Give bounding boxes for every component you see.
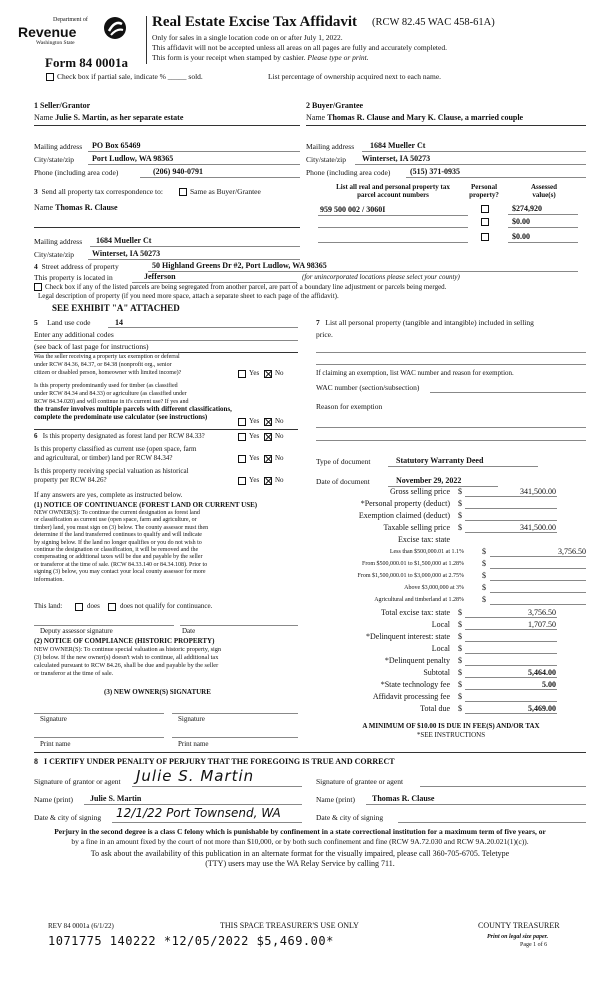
- tax-corr-mail: 1684 Mueller Ct: [96, 236, 152, 245]
- s5-q1-yes-checkbox[interactable]: [238, 370, 246, 378]
- tax-row2-label: Total due: [420, 704, 450, 713]
- tax-dollar: $: [458, 656, 462, 665]
- tax-row2-label: Local: [431, 644, 450, 653]
- wac-label: WAC number (section/subsection): [316, 383, 420, 392]
- tax-dollar: $: [458, 668, 462, 677]
- s5-num: 5: [34, 318, 38, 327]
- alt-format-line-1: To ask about the availability of this publication in an alternate format for the visually impaired, please call 360-705-6705. Teletype: [90, 849, 510, 858]
- tier-label: Above $3,000,000 at 3%: [404, 585, 464, 591]
- alt-format-line-2: (TTY) users may use the WA Relay Service by calling 711.: [205, 859, 395, 868]
- s5-q1a: Was the seller receiving a property tax exemption or deferral: [34, 354, 180, 360]
- notice-1-title: (1) NOTICE OF CONTINUANCE (FOREST LAND OR CURRENT USE): [34, 501, 258, 509]
- notice-1-line: timber) land, you must sign on (3) below. The county assessor must then: [34, 524, 209, 531]
- s1-name-label: Name: [34, 113, 54, 122]
- tax-dollar: $: [482, 595, 486, 604]
- s5-q1b: under RCW 84.36, 84.37, or 84.38 (nonprofit org., senior: [34, 361, 172, 368]
- buyer-mail: 1684 Mueller Ct: [370, 141, 426, 150]
- notice-2-line: NEW OWNER(S): To continue special valuation as historic property, sign: [34, 646, 222, 653]
- s6-q2b: and agricultural, or timber) land per RCW 84.34?: [34, 454, 173, 462]
- page-number: Page 1 of 6: [520, 942, 548, 948]
- s1-phone-label: Phone (including area code): [34, 168, 119, 177]
- does-checkbox[interactable]: [75, 603, 83, 611]
- tax-row-amt: 341,500.00: [520, 523, 556, 532]
- s6-q3-no: No: [275, 476, 284, 484]
- seller-name: Julie S. Martin, as her separate estate: [55, 113, 184, 122]
- s4-num: 4: [34, 262, 38, 271]
- excise-label: Excise tax: state: [398, 535, 450, 544]
- parcel-h1b: parcel account numbers: [357, 191, 429, 199]
- parcel-h2: Personal: [470, 183, 498, 191]
- s2-name-label: Name: [306, 113, 326, 122]
- notice-1-line: continue the designation or classification, it will be removed and the: [34, 547, 199, 554]
- tax-row-label: Taxable selling price: [383, 523, 450, 532]
- segregated-label: Check box if any of the listed parcels are being segregated from another parcel, are part of a boundary line adjustment or parcels being merged.: [45, 283, 447, 291]
- s4-label: Street address of property: [41, 262, 119, 271]
- tier-amt: 3,756.50: [558, 547, 586, 556]
- located-in-label: This property is located in: [34, 273, 113, 282]
- s3-name-label: Name: [34, 203, 54, 212]
- notice-2-line: calculated pursuant to RCW 84.26, shall be due and payable by the seller: [34, 662, 219, 669]
- legal-desc-label: Legal description of property (if you need more space, attach a separate sheet to each page of the affidavit).: [38, 292, 339, 300]
- notice-1-line: by signing below. If the land no longer qualifies or you do not wish to: [34, 539, 202, 546]
- s6-q2-no: No: [275, 454, 284, 462]
- s5-q2-no: No: [275, 417, 284, 425]
- treasurer-stamp: 1071775 140222 *12/05/2022 $5,469.00*: [48, 934, 334, 948]
- addl-codes-label: Enter any additional codes: [34, 330, 114, 339]
- property-address: 50 Highland Greens Dr #2, Port Ludlow, WA 98365: [152, 261, 327, 270]
- tax-row2-amt: 5,464.00: [528, 668, 556, 677]
- tax-dollar: $: [482, 571, 486, 580]
- rcw-ref: (RCW 82.45 WAC 458-61A): [372, 17, 495, 28]
- buyer-phone: (515) 371-0935: [410, 167, 460, 176]
- s6-q3b: property per RCW 84.26?: [34, 476, 107, 484]
- notice-1-line: information.: [34, 576, 64, 583]
- personal-property-checkbox-2[interactable]: [481, 218, 489, 226]
- tax-row2-amt: 5,469.00: [528, 704, 556, 713]
- does-not-checkbox[interactable]: [108, 603, 116, 611]
- dor-logo-icon: [103, 16, 127, 40]
- grantor-date-city: 12/1/22 Port Townsend, WA: [116, 806, 281, 820]
- tax-row2-amt: 3,756.50: [528, 608, 556, 617]
- new-owner-print-label: Print name: [40, 740, 71, 748]
- notice-2-title: (2) NOTICE OF COMPLIANCE (HISTORIC PROPERTY): [34, 637, 215, 645]
- county-treasurer: COUNTY TREASURER: [478, 921, 560, 930]
- s5-q2-yes-checkbox[interactable]: [238, 418, 246, 426]
- form-number: Form 84 0001a: [45, 55, 129, 70]
- s5-q2d: the transfer involves multiple parcels with different classifications,: [34, 405, 232, 414]
- notice-1-line: determine if the land transferred continues to qualify and will indicate: [34, 532, 202, 539]
- s8-num: 8: [34, 757, 38, 766]
- county-value: Jefferson: [144, 272, 176, 281]
- grantor-print-name: Julie S. Martin: [90, 794, 142, 803]
- s6-q2a: Is this property classified as current use (open space, farm: [34, 445, 197, 453]
- sold-label: sold.: [188, 72, 203, 81]
- header-line-3b: Please type or print.: [307, 53, 369, 62]
- sig-grantor-label: Signature of grantor or agent: [34, 777, 121, 786]
- tax-row2-label: *Delinquent interest: state: [366, 632, 450, 641]
- tax-row2-amt: 5.00: [542, 680, 556, 689]
- grantor-date-label: Date & city of signing: [34, 813, 102, 822]
- tax-corr-city: Winterset, IA 50273: [92, 249, 161, 258]
- header-line-1: Only for sales in a single location code on or after July 1, 2022.: [152, 33, 343, 42]
- this-land-label: This land:: [34, 602, 63, 610]
- tax-corr-name: Thomas R. Clause: [55, 203, 118, 212]
- revenue-logo-text: Revenue: [18, 24, 77, 40]
- grantor-signature: Julie S. Martin: [136, 767, 255, 785]
- tax-row2-label: Affidavit processing fee: [372, 692, 450, 701]
- seller-mail: PO Box 65469: [92, 141, 141, 150]
- tax-dollar: $: [458, 704, 462, 713]
- notice-1-line: or classification as current use (open space, farm and agriculture, or: [34, 517, 197, 524]
- new-owner-sig-label: Signature: [40, 715, 67, 723]
- see-back-label: (see back of last page for instructions): [34, 342, 149, 351]
- segregated-checkbox[interactable]: [34, 283, 42, 291]
- partial-blank: _____: [167, 72, 187, 81]
- tax-dollar: $: [458, 511, 462, 520]
- buyer-city: Winterset, IA 50273: [362, 154, 431, 163]
- s5-q2c: RCW 84.34.020) and will continue in it's current use? If yes and: [34, 398, 189, 405]
- tax-dollar: $: [482, 583, 486, 592]
- personal-property-checkbox-3[interactable]: [481, 233, 489, 241]
- reason-label: Reason for exemption: [316, 402, 383, 411]
- personal-property-checkbox-1[interactable]: [481, 205, 489, 213]
- tax-row2-label: *State technology fee: [380, 680, 450, 689]
- tax-dollar: $: [458, 499, 462, 508]
- s5-q1-no-checkbox[interactable]: [264, 370, 272, 378]
- s6-q1-yes: Yes: [249, 432, 260, 440]
- exemption-label: If claiming an exemption, list WAC number and reason for exemption.: [316, 369, 514, 377]
- s5-q2-yes: Yes: [249, 417, 260, 425]
- same-as-buyer-label: Same as Buyer/Grantee: [190, 187, 261, 196]
- header-line-3: This form is your receipt when stamped by cashier.: [152, 53, 306, 62]
- tax-row-amt: 341,500.00: [520, 487, 556, 496]
- s6-q3-no-checkbox[interactable]: [264, 477, 272, 485]
- partial-sale-checkbox[interactable]: [46, 73, 54, 81]
- notice-2-line: or transferor at the time of sale.: [34, 670, 114, 677]
- s7-text: List all personal property (tangible and intangible) included in selling: [325, 318, 534, 327]
- buyer-name: Thomas R. Clause and Mary K. Clause, a married couple: [327, 113, 524, 122]
- notice-1-line: NEW OWNER(S): To continue the current designation as forest land: [34, 510, 200, 516]
- perjury-line-2: by a fine in an amount fixed by the court of not more than $10,000, or by both such confinement and fine (RCW 9A.72.030 and RCW 9A.20.021(1)(c)).: [71, 837, 529, 846]
- new-owner-sig-label-2: Signature: [178, 715, 205, 723]
- tax-dollar: $: [458, 644, 462, 653]
- s7-price: price.: [316, 330, 333, 339]
- s3-city-label: City/state/zip: [34, 250, 74, 259]
- grantee-date-label: Date & city of signing: [316, 813, 384, 822]
- s6-q2-yes-checkbox[interactable]: [238, 455, 246, 463]
- s6-q1-yes-checkbox[interactable]: [238, 433, 246, 441]
- land-use-label: Land use code: [47, 318, 91, 327]
- parcel-h3b: value(s): [532, 191, 556, 199]
- tax-dollar: $: [458, 608, 462, 617]
- parcel-value-1: $274,920: [512, 204, 542, 213]
- perjury-line-1: Perjury in the second degree is a class C felony which is punishable by confinement in a state correctional institution for a maximum term of five years, or: [54, 827, 546, 836]
- notice-2-line: (3) below. If the new owner(s) doesn't wish to continue, all additional tax: [34, 654, 219, 661]
- grantor-name-label: Name (print): [34, 795, 73, 804]
- seller-city: Port Ludlow, WA 98365: [92, 154, 174, 163]
- s5-q2b: under RCW 84.34 and 84.33) or agriculture (as classified under: [34, 390, 187, 397]
- pct-note: List percentage of ownership acquired next to each name.: [268, 72, 442, 81]
- doc-type-value: Statutory Warranty Deed: [396, 456, 484, 465]
- parcel-h2b: property?: [469, 191, 499, 199]
- s6-q3a: Is this property receiving special valuation as historical: [34, 467, 189, 475]
- seller-phone: (206) 940-0791: [153, 167, 203, 176]
- s7-num: 7: [316, 318, 320, 327]
- s6-q1-no: No: [275, 432, 284, 440]
- notice-1-line: compensating or additional taxes will be due and payable by the seller: [34, 554, 203, 561]
- s6-q2-no-checkbox[interactable]: [264, 455, 272, 463]
- tax-dollar: $: [458, 692, 462, 701]
- tax-row-label: *Personal property (deduct): [360, 499, 450, 508]
- partial-label: Check box if partial sale, indicate %: [57, 72, 166, 81]
- s3-num: 3: [34, 187, 38, 196]
- s2-num: 2: [306, 101, 310, 110]
- tax-row-label: Gross selling price: [390, 487, 450, 496]
- tax-row2-label: Total excise tax: state: [381, 608, 450, 617]
- see-instructions: *SEE INSTRUCTIONS: [416, 731, 486, 739]
- s1-mail-label: Mailing address: [34, 142, 83, 151]
- s5-q1-yes: Yes: [249, 369, 260, 377]
- deputy-sig-label: Deputy assessor signature: [40, 627, 113, 635]
- legal-size-note: Print on legal size paper.: [487, 934, 549, 940]
- s3-text: Send all property tax correspondence to:: [41, 187, 163, 196]
- tax-row2-label: Local: [431, 620, 450, 629]
- tax-row-label: Exemption claimed (deduct): [358, 511, 450, 520]
- does-not-label: does not qualify for continuance.: [120, 602, 213, 610]
- tier-label: From $500,000.01 to $1,500,000 at 1.28%: [362, 561, 464, 567]
- s6-any: If any answers are yes, complete as instructed below.: [34, 491, 183, 499]
- s6-q3-yes-checkbox[interactable]: [238, 477, 246, 485]
- s5-q2-no-checkbox[interactable]: [264, 418, 272, 426]
- tax-row2-label: *Delinquent penalty: [384, 656, 450, 665]
- grantee-name-label: Name (print): [316, 795, 355, 804]
- tax-dollar: $: [482, 559, 486, 568]
- tax-row2-label: Subtotal: [423, 668, 450, 677]
- certify-title: I CERTIFY UNDER PENALTY OF PERJURY THAT THE FOREGOING IS TRUE AND CORRECT: [44, 757, 395, 766]
- sig-grantee-label: Signature of grantee or agent: [316, 777, 404, 786]
- parcel-value-3: $0.00: [512, 232, 530, 241]
- deputy-date-label: Date: [182, 627, 196, 635]
- tax-dollar: $: [458, 680, 462, 689]
- s5-q1c: citizen or disabled person, homeowner with limited income)?: [34, 369, 182, 376]
- s2-city-label: City/state/zip: [306, 155, 346, 164]
- tax-dollar: $: [458, 632, 462, 641]
- tax-row2-amt: 1,707.50: [528, 620, 556, 629]
- tier-label: Agricultural and timberland at 1.28%: [374, 597, 464, 603]
- s2-title: Buyer/Grantee: [312, 101, 364, 110]
- s6-q1: Is this property designated as forest land per RCW 84.33?: [42, 432, 205, 440]
- s1-city-label: City/state/zip: [34, 155, 74, 164]
- tier-label: From $1,500,000.01 to $3,000,000 at 2.75%: [357, 573, 464, 579]
- parcel-acct-1: 959 500 002 / 3060I: [320, 205, 386, 214]
- header-line-2: This affidavit will not be accepted unless all areas on all pages are fully and accurately completed.: [152, 43, 447, 52]
- s2-mail-label: Mailing address: [306, 142, 355, 151]
- tax-dollar: $: [458, 620, 462, 629]
- s5-q2a: Is this property predominantly used for timber (as classified: [34, 383, 178, 389]
- tier-label: Less than $500,000.01 at 1.1%: [389, 549, 464, 555]
- notice-1-line: or transferor at the time of sale. (RCW 84.33.140 or 84.34.108). Prior to: [34, 561, 208, 568]
- s1-title: Seller/Grantor: [40, 101, 91, 110]
- tax-dollar: $: [458, 523, 462, 532]
- notice-3-title: (3) NEW OWNER(S) SIGNATURE: [104, 688, 211, 696]
- exhibit-a: SEE EXHIBIT "A" ATTACHED: [52, 303, 180, 313]
- rev-number: REV 84 0001a (6/1/22): [48, 922, 114, 930]
- tax-dollar: $: [482, 547, 486, 556]
- doc-date-label: Date of document: [316, 477, 370, 486]
- s2-phone-label: Phone (including area code): [306, 168, 391, 177]
- parcel-h3: Assessed: [530, 183, 558, 191]
- state-label: Washington State: [36, 40, 75, 46]
- s6-q3-yes: Yes: [249, 476, 260, 484]
- s6-num: 6: [34, 432, 38, 440]
- treasurer-space: THIS SPACE TREASURER'S USE ONLY: [220, 921, 359, 930]
- notice-1-line: signing (3) below, you may contact your local county assessor for more: [34, 569, 206, 576]
- land-use-code: 14: [115, 318, 123, 327]
- s5-q1-no: No: [275, 369, 284, 377]
- dept-label: Department of: [53, 17, 88, 23]
- s1-num: 1: [34, 101, 38, 110]
- s3-mail-label: Mailing address: [34, 237, 83, 246]
- s6-q2-yes: Yes: [249, 454, 260, 462]
- doc-date-value: November 29, 2022: [396, 476, 462, 485]
- min-fee-note: A MINIMUM OF $10.00 IS DUE IN FEE(S) AND/OR TAX: [362, 722, 540, 730]
- new-owner-print-label-2: Print name: [178, 740, 209, 748]
- doc-type-label: Type of document: [316, 457, 371, 466]
- grantee-print-name: Thomas R. Clause: [372, 794, 435, 803]
- tax-dollar: $: [458, 487, 462, 496]
- s6-q1-no-checkbox[interactable]: [264, 433, 272, 441]
- same-as-buyer-checkbox[interactable]: [179, 188, 187, 196]
- parcel-h1: List all real and personal property tax: [336, 183, 450, 191]
- uninc-note: (for unincorporated locations please select your county): [302, 273, 460, 281]
- does-label: does: [87, 602, 100, 610]
- parcel-value-2: $0.00: [512, 217, 530, 226]
- page-title: Real Estate Excise Tax Affidavit: [152, 14, 357, 30]
- s5-q2e: complete the predominate use calculator (see instructions): [34, 413, 208, 422]
